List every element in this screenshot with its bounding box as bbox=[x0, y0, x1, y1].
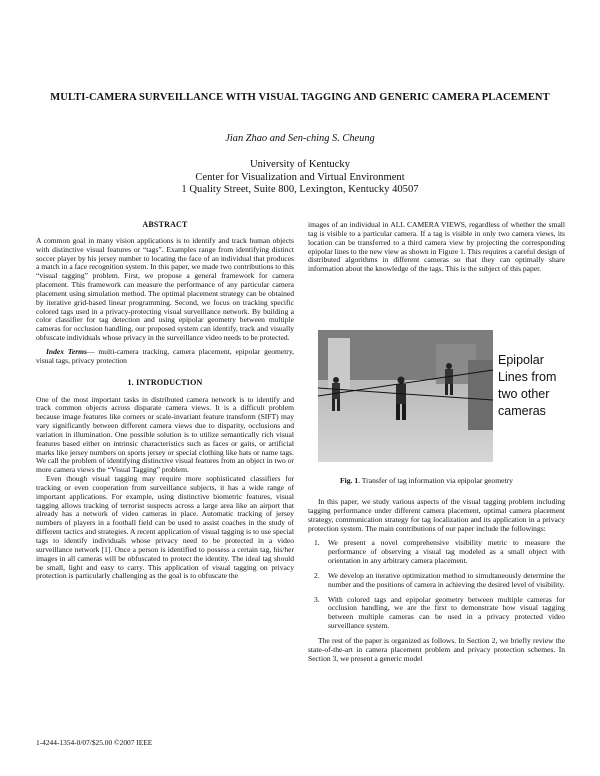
index-terms-label: Index Terms bbox=[46, 346, 87, 356]
figure-caption bbox=[340, 476, 513, 485]
abstract-heading: ABSTRACT bbox=[142, 220, 188, 229]
list-item-text: With colored tags and epipolar geometry between multiple cameras for occlusion handling, we are the first to demonstrate how visual tagging between multiple cameras can be used in a privacy protected video surveillance system. bbox=[328, 594, 565, 631]
intro-paragraph-4: The rest of the paper is organized as follows. In Section 2, we briefly review the state-of-the-art in camera placement problem and privacy protection schemes. In Section 3, we present a generic model bbox=[308, 635, 565, 663]
list-item bbox=[308, 572, 565, 590]
right-column-bottom bbox=[308, 498, 565, 664]
list-item-number: 1. bbox=[314, 538, 320, 548]
left-column bbox=[36, 221, 294, 581]
paper-title: MULTI-CAMERA SURVEILLANCE WITH VISUAL TAGGING AND GENERIC CAMERA PLACEMENT bbox=[50, 92, 550, 103]
annotation-line-2: Lines from bbox=[498, 370, 557, 384]
intro-heading: 1. INTRODUCTION bbox=[127, 377, 203, 387]
annotation-line-1: Epipolar bbox=[498, 353, 544, 367]
list-item-text: We present a novel comprehensive visibility metric to measure the performance of observing a visual tag modeled as a small object with orientation in any arbitrary camera placement. bbox=[328, 538, 565, 566]
figure-caption-text: . Transfer of tag information via epipolar geometry bbox=[358, 476, 513, 485]
index-terms bbox=[36, 348, 294, 366]
figure-1 bbox=[318, 330, 564, 462]
intro-paragraph-2: Even though visual tagging may require more sophisticated classifiers for tracking or even cooperation from surveillance subjects, it has a wide range of important applications. For example, using distinctive biometric features, visual tagging allows tracking of terrorist suspects across a large area like an airport that already has a network of video cameras in place. Automatic tracking of jersey numbers of players in a football field can be used to assist coaches in the study of different tactics and strategies. A recent application of visual tagging is to use special tags to identify individuals whose privacy need to be protected in a video surveillance network [1]. Once a person is identified to possess a certain tag, his/her images in all cameras will be obfuscated to protect the identity. The ideal tag should be small, light and easy to carry. This application of visual tagging on privacy protection is particularly challenging as the goal is to obfuscate the bbox=[36, 474, 294, 581]
affiliation-address: 1 Quality Street, Suite 800, Lexington, Kentucky 40507 bbox=[181, 184, 419, 195]
list-item bbox=[308, 539, 565, 566]
authors: Jian Zhao and Sen-ching S. Cheung bbox=[225, 133, 375, 144]
list-item-text: We develop an iterative optimization method to simultaneously determine the number and the positions of camera in achieving the desired level of visibility. bbox=[328, 570, 565, 589]
copyright-footer: 1-4244-1354-0/07/$25.00 ©2007 IEEE bbox=[36, 738, 153, 747]
affiliation-university: University of Kentucky bbox=[249, 159, 351, 170]
annotation-line-4: cameras bbox=[498, 404, 546, 418]
contributions-list bbox=[308, 539, 565, 631]
list-item-number: 3. bbox=[314, 594, 320, 604]
index-terms-text: — multi-camera tracking, camera placement, epipolar geometry, visual tags, privacy protection bbox=[36, 346, 294, 365]
affiliation-center: Center for Visualization and Virtual Environment bbox=[195, 171, 405, 183]
abstract-text: A common goal in many vision applications is to identify and track human objects with distinctive visual features or “tags”. Examples range from identifying distinct soccer player by his jersey number to locating the face of an individual that produces a match in a face recognition system. In this paper, we made two contributions to this “visual tagging” problem. First, we propose a general framework for camera placement. This framework can measure the performance of any particular camera placement using simulation method. The optimal placement strategy can be obtained by iterative grid-based linear programming. Second, we focus on tracking specific colored tags used in a privacy-protecting visual surveillance network. By building a color classifier for tag detection and using epipolar geometry between multiple cameras for occlusion handling, our proposed system can identify, track and visually obfuscate individuals whose privacy in the surveillance video needs to be protected. bbox=[36, 235, 294, 343]
intro-paragraph-3: In this paper, we study various aspects of the visual tagging problem including tagging performance under different camera placement, optimal camera placement strategy, communication strategy for tag localization and its application in a privacy protection system. The main contributions of our paper include the followings: bbox=[308, 497, 565, 533]
intro-paragraph-1: One of the most important tasks in distributed camera network is to identify and track common objects across disparate camera views. It is a difficult problem because image features like corners or scale-invariant feature transform (SIFT) may vary significantly between different camera views due to disparity, occlusions and variation in illumination. One possible solution is to utilize semantically rich visual features based either on intrinsic characteristics such as faces or gaits, or artificial marks like jersey numbers on sports jersey or special clothing like hats or name tags. We call the problem of identifying distinctive visual features from an object in two or more camera views the “Visual Tagging” problem. bbox=[36, 394, 295, 475]
list-item bbox=[308, 596, 565, 631]
annotation-line-3: two other bbox=[498, 387, 550, 401]
intro-paragraph-continued: images of an individual in ALL CAMERA VIEWS, regardless of whether the small tag is visible to a particular camera. If a tag is visible in only two camera views, its location can be transferred to a third camera view by projecting the corresponding epipolar lines to the new view as shown in Figure 1. This requires a careful design of distributed algorithms in different cameras so that they can optimally share information about the knowledge of the tags. This is the subject of this paper. bbox=[308, 220, 565, 274]
affiliation bbox=[40, 159, 560, 197]
list-item-number: 2. bbox=[314, 570, 320, 580]
right-column-top bbox=[308, 221, 565, 274]
figure-1-image bbox=[318, 330, 564, 462]
doorway bbox=[328, 338, 350, 390]
figure-label: Fig. 1 bbox=[340, 476, 359, 485]
